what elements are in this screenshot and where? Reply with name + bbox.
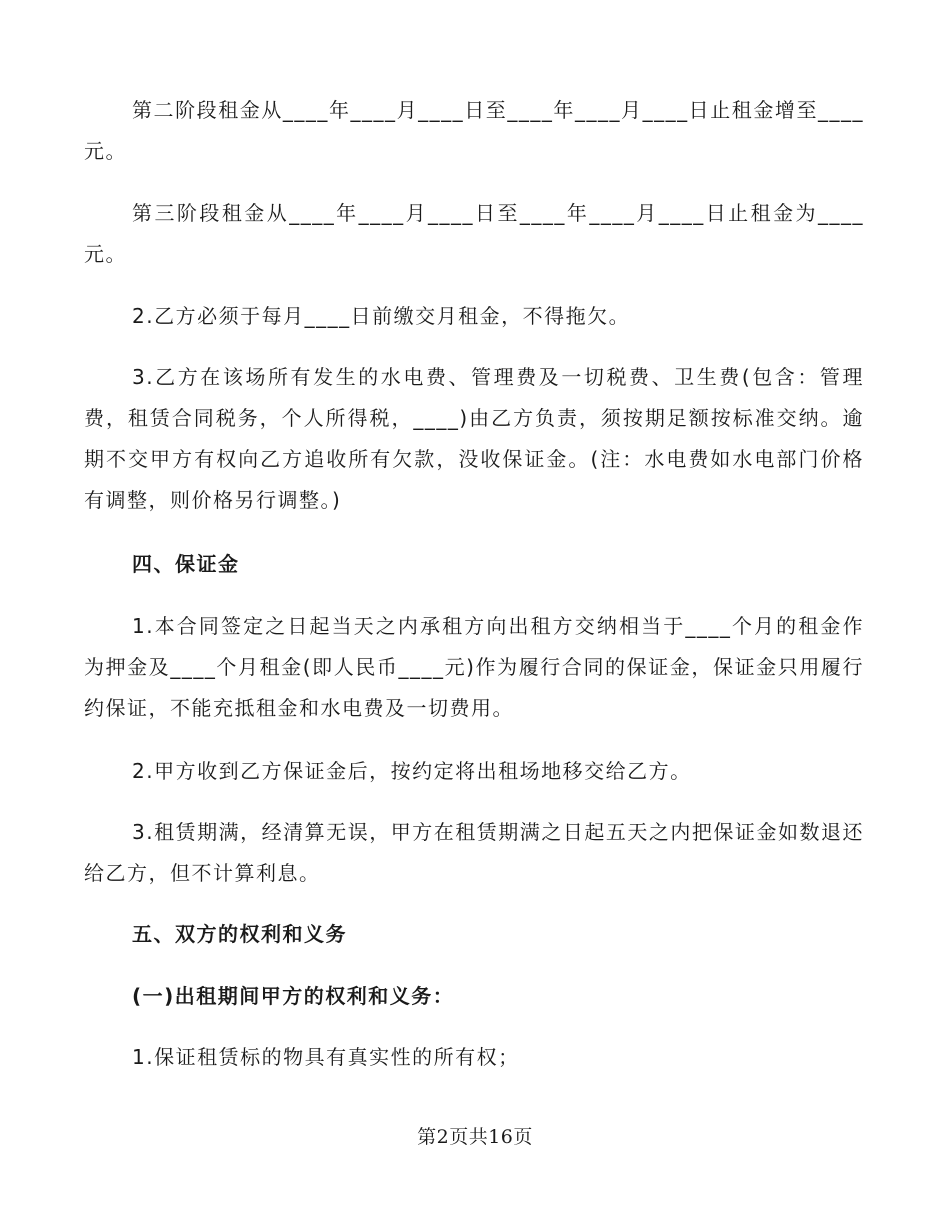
paragraph-fees: 3.乙方在该场所有发生的水电费、管理费及一切税费、卫生费(包含：管理费，租赁合同税务，个人所得税，____)由乙方负责，须按期足额按标准交纳。逾期不交甲方有权向乙方追收所有欠款，没收保证金。(注：水电费如水电部门价格有调整，则价格另行调整。) bbox=[84, 365, 864, 512]
paragraph-monthly-payment: 2.乙方必须于每月____日前缴交月租金，不得拖欠。 bbox=[132, 304, 631, 328]
paragraph-deposit-3: 3.租赁期满，经清算无误，甲方在租赁期满之日起五天之内把保证金如数退还给乙方，但不计算利息。 bbox=[84, 820, 864, 885]
heading-deposit: 四、保证金 bbox=[132, 552, 240, 576]
heading-rights-obligations: 五、双方的权利和义务 bbox=[132, 922, 347, 946]
paragraph-deposit-2: 2.甲方收到乙方保证金后，按约定将出租场地移交给乙方。 bbox=[132, 759, 692, 783]
paragraph-ownership: 1.保证租赁标的物具有真实性的所有权； bbox=[132, 1045, 520, 1069]
paragraph-stage2-rent: 第二阶段租金从____年____月____日至____年____月____日止租金增至____元。 bbox=[84, 98, 864, 163]
paragraph-stage3-rent: 第三阶段租金从____年____月____日至____年____月____日止租金为____元。 bbox=[84, 201, 864, 266]
page-number: 第2页共16页 bbox=[417, 1126, 533, 1148]
subheading-lessor-rights: (一)出租期间甲方的权利和义务： bbox=[132, 984, 455, 1008]
paragraph-deposit-1: 1.本合同签定之日起当天之内承租方向出租方交纳相当于____个月的租金作为押金及____个月租金(即人民币____元)作为履行合同的保证金，保证金只用履行约保证，不能充抵租金和水电费及一切费用。 bbox=[84, 614, 864, 720]
